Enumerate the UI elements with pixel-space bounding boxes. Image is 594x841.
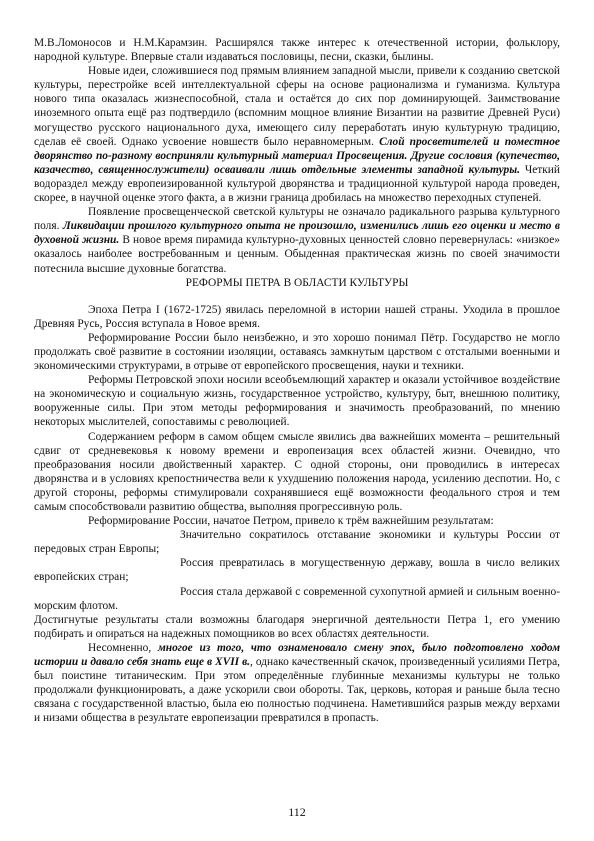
emphasized-text: Ликвидации прошлого культурного опыта не произошло, изменились лишь его оценки и место в духовной жизни. xyxy=(34,220,560,247)
emphasized-text: многое из того, что ознаменовало смену эпох, было подготовлено ходом истории и давало себя знать еще в XVII в. xyxy=(34,641,560,669)
paragraph-text: Россия превратилась в могущественную державу, вошла в число великих европейских стран; xyxy=(34,557,560,584)
emphasized-text: Слой просветителей и поместное дворянство по-разному восприняли культурный материал Просвещения. Другие сословия (купечество, казачество, священнослужители) осваивали лишь отдельные элементы западной культуры. xyxy=(34,135,560,176)
paragraph-text: Содержанием реформ в самом общем смысле явились два важнейших момента – решительный сдвиг от средневековья к новому времени и европеизация всех областей жизни. Очевидно, что преобразования носили двойственный характер. С одной стороны, они проводились в интересах дворянства и в условиях крепостничества вели к ухудшению положения народа, усилению деспотии. Но, с другой стороны, реформы стимулировали сохранявшиеся ещё возможности феодального строя и тем самым способствовали развитию общества, выполняя прогрессивную роль. xyxy=(34,430,560,513)
paragraph-text: Значительно сократилось отставание экономики и культуры России от передовых стран Европы; xyxy=(34,529,560,556)
paragraph-text: М.В.Ломоносов и Н.М.Карамзин. Расширялся также интерес к отечественной истории, фольклору, народной культуре. Впервые стали издаваться пословицы, песни, сказки, былины. xyxy=(34,37,560,64)
paragraph-new-ideas xyxy=(34,64,560,205)
paragraph-text: Достигнутые результаты стали возможны благодаря энергичной деятельности Петра 1, его умению подбирать и опираться на надежных помощников во всех областях деятельности. xyxy=(34,613,560,640)
paragraph-intro xyxy=(34,36,560,64)
result-item xyxy=(34,585,560,613)
paragraph-peter-epoch xyxy=(34,303,560,331)
paragraph-text: Эпоха Петра I (1672-1725) явилась переломной в истории нашей страны. Уходила в прошлое Древняя Русь, Россия вступала в Новое время. xyxy=(34,303,560,330)
paragraph-results-intro xyxy=(34,514,560,528)
spacer xyxy=(34,290,560,303)
result-item xyxy=(34,528,560,556)
page-number: 112 xyxy=(288,805,306,819)
document-page xyxy=(34,36,560,726)
paragraph-text: Появление просвещенческой светской культуры не означало радикального разрыва культурного поля. xyxy=(34,206,560,233)
paragraph-reform-scope xyxy=(34,373,560,429)
paragraph-conclusion xyxy=(34,641,560,726)
section-heading: РЕФОРМЫ ПЕТРА В ОБЛАСТИ КУЛЬТУРЫ xyxy=(185,276,409,289)
paragraph-text: Четкий водораздел между европеизированной культурой дворянства и традиционной культурой народа проведен, скорее, в научной оценке этого факта, а в жизни граница дробилась на множество переходных ступеней. xyxy=(34,163,560,205)
paragraph-text: Реформирование России было неизбежно, и это хорошо понимал Пётр. Государство не могло продолжать своё развитие в состоянии изоляции, оставаясь замкнутым царством с отсталыми военными и экономическими структурами, в отрыве от европейского просвещения, науки и техники. xyxy=(34,331,560,373)
paragraph-reform-content xyxy=(34,430,560,515)
paragraph-text: Россия стала державой с современной сухопутной армией и сильным военно-морским флотом. xyxy=(34,585,560,612)
paragraph-text: Реформирование России, начатое Петром, привело к трём важнейшим результатам: xyxy=(88,515,494,528)
paragraph-achievements xyxy=(34,613,560,641)
paragraph-secular-culture xyxy=(34,205,560,275)
paragraph-reform-necessity xyxy=(34,331,560,373)
paragraph-text: Новые идеи, сложившиеся под прямым влиянием западной мысли, привели к созданию светской культуры, перестройке всей интеллектуальной сферы на основе рационализма и гуманизма. Культура нового типа оказалась жизнеспособной, стала и остаётся до сих пор доминирующей. Заимствование иноземного опыта ещё раз подтвердило (вспомним мощное влияние Византии на развитие Древней Руси) могущество русского национального духа, имеющего силу переработать иную культурную традицию, сделав её своей. Однако усвоение новшеств было неравномерным. xyxy=(34,65,560,148)
paragraph-text: , однако качественный скачок, произведенный усилиями Петра, был поистине титаническим. При этом определённые глубинные механизмы культуры не только продолжали функционировать, а даже ускорили свои обороты. Так, церковь, которая и раньше была тесно связана с государственной властью, была ею полностью подчинена. Наметившийся разрыв между верхами и низами общества в результате европеизации превратился в пропасть. xyxy=(34,656,560,725)
result-item xyxy=(34,556,560,584)
paragraph-text: В новое время пирамида культурно-духовных ценностей словно перевернулась: «низкое» оказалось наиболее востребованным и ценным. Обыденная практическая жизнь по своей значимости потеснила высшие духовные богатства. xyxy=(34,234,560,275)
paragraph-text: Несомненно, xyxy=(88,641,158,654)
paragraph-text: Реформы Петровской эпохи носили всеобъемлющий характер и оказали устойчивое воздействие на экономическую и социальную жизнь, государственное устройство, культуру, быт, внешнюю политику, вооруженные силы. При этом методы реформирования и значимость преобразований, по мнению некоторых мыслителей, сопоставимы с революцией. xyxy=(34,374,560,429)
